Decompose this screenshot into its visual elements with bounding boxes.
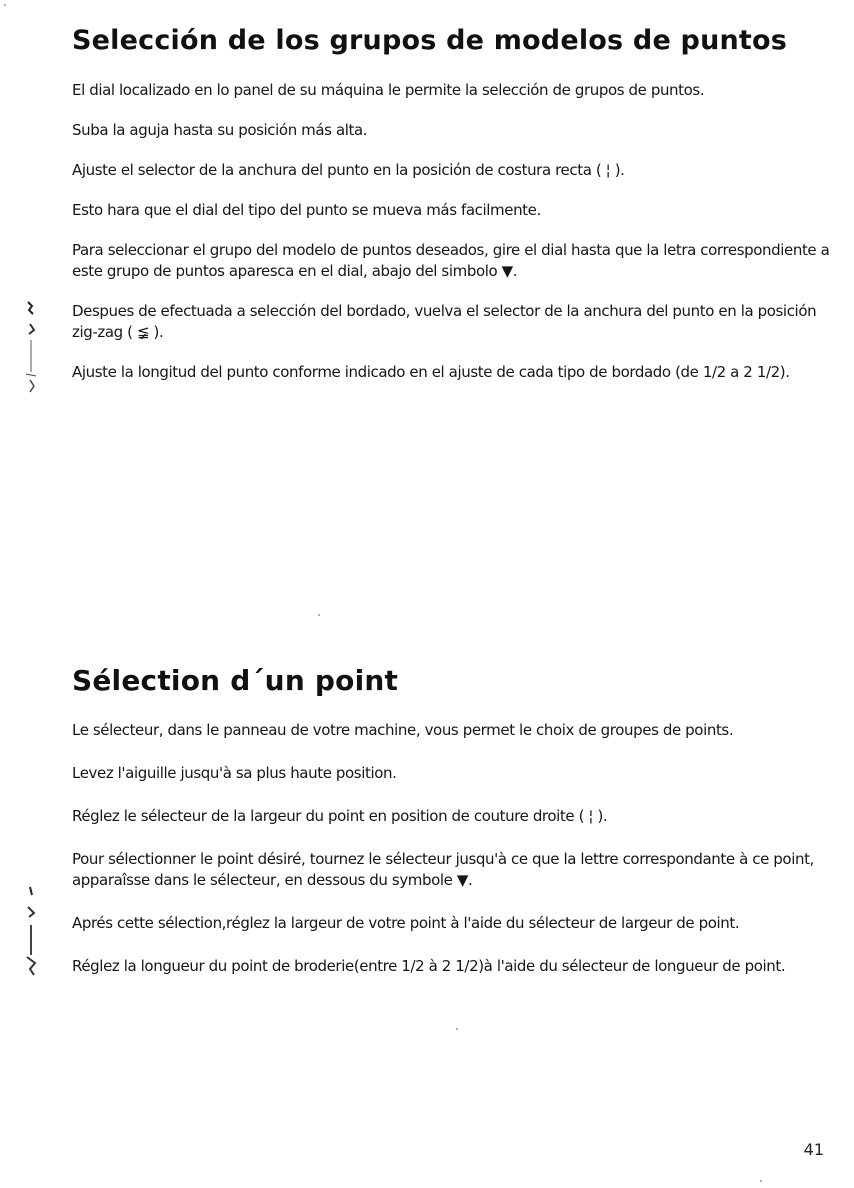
scan-speck xyxy=(760,1180,762,1182)
spanish-paragraph: Ajuste el selector de la anchura del punto en la posición de costura recta ( ¦ ). xyxy=(72,161,625,179)
binding-mark-icon xyxy=(22,300,40,400)
french-paragraph: Pour sélectionner le point désiré, tournez le sélecteur jusqu'à ce que la lettre correspondante à ce point, apparaîsse dans le sélecteur, en dessous du symbole ▼. xyxy=(72,850,814,889)
spanish-paragraph: Despues de efectuada a selección del bordado, vuelva el selector de la anchura del punto en la posición zig-zag ( ≨ ). xyxy=(72,302,817,341)
french-paragraph: Le sélecteur, dans le panneau de votre machine, vous permet le choix de groupes de points. xyxy=(72,721,734,739)
spanish-heading: Selección de los grupos de modelos de puntos xyxy=(72,25,788,56)
page-number: 41 xyxy=(803,1140,824,1159)
spanish-paragraph: Suba la aguja hasta su posición más alta. xyxy=(72,121,368,139)
scan-speck xyxy=(318,614,320,616)
spanish-paragraph: El dial localizado en lo panel de su máquina le permite la selección de grupos de puntos. xyxy=(72,81,705,99)
scan-speck xyxy=(456,1028,458,1030)
spanish-paragraph: Para seleccionar el grupo del modelo de puntos deseados, gire el dial hasta que la letra correspondiente a este grupo de puntos aparesca en el dial, abajo del simbolo ▼. xyxy=(72,241,830,280)
scan-speck xyxy=(4,4,6,6)
spanish-paragraph: Ajuste la longitud del punto conforme indicado en el ajuste de cada tipo de bordado (de 1/2 a 2 1/2). xyxy=(72,363,790,381)
french-paragraph: Aprés cette sélection,réglez la largeur de votre point à l'aide du sélecteur de largeur de point. xyxy=(72,914,740,932)
spanish-paragraph: Esto hara que el dial del tipo del punto se mueva más facilmente. xyxy=(72,201,541,219)
binding-mark-icon xyxy=(22,885,40,985)
french-paragraph: Réglez la longueur du point de broderie(entre 1/2 à 2 1/2)à l'aide du sélecteur de longueur de point. xyxy=(72,957,786,975)
french-section xyxy=(72,664,832,999)
french-paragraph: Levez l'aiguille jusqu'à sa plus haute position. xyxy=(72,764,397,782)
french-paragraph: Réglez le sélecteur de la largeur du point en position de couture droite ( ¦ ). xyxy=(72,807,608,825)
french-heading: Sélection d´un point xyxy=(72,664,399,697)
spanish-section xyxy=(72,24,832,402)
